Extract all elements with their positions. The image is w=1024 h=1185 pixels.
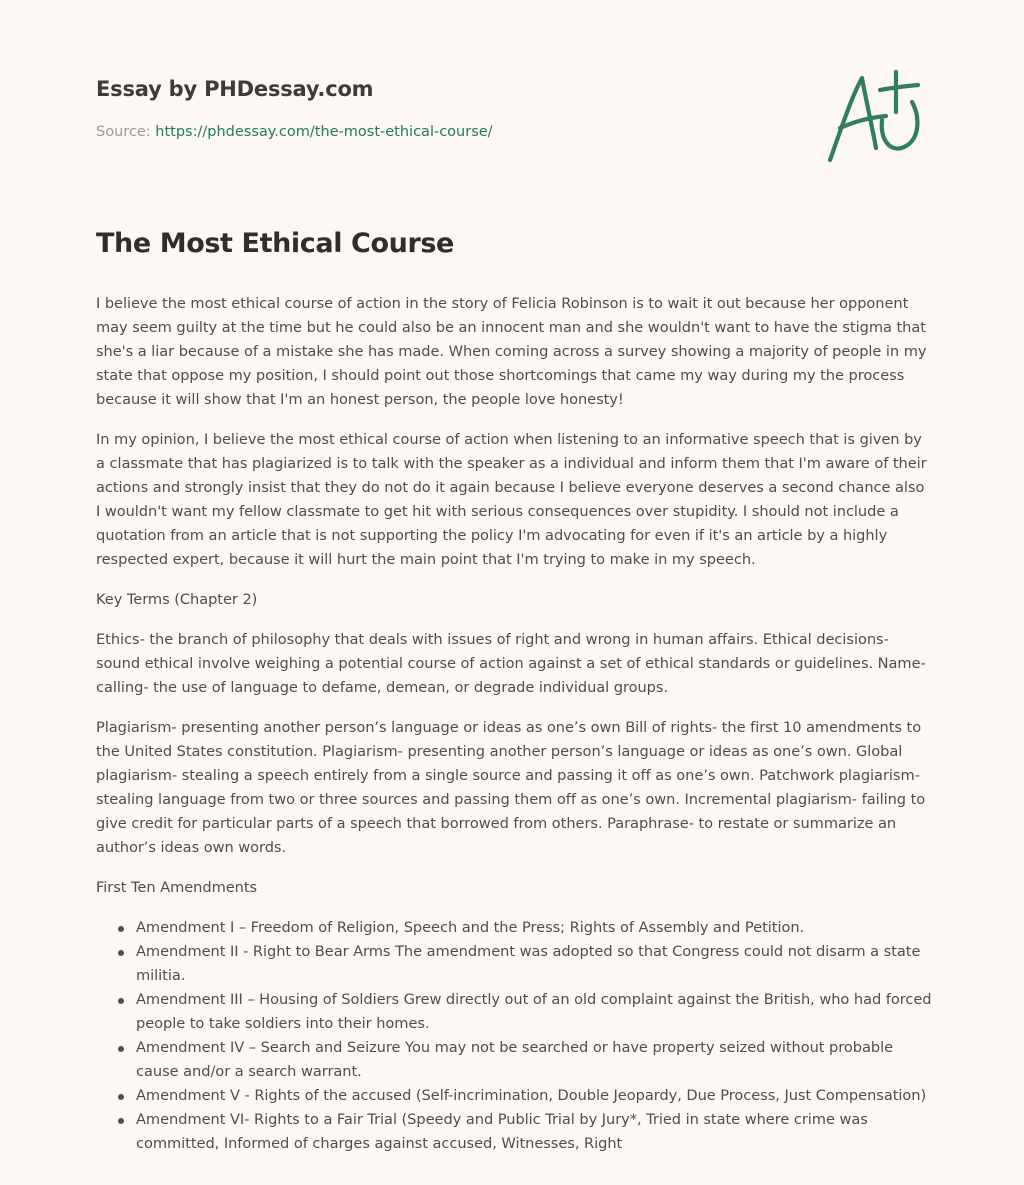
list-item	[136, 1036, 932, 1084]
list-item	[136, 988, 932, 1036]
list-item-text: Amendment I – Freedom of Religion, Speech and the Press; Rights of Assembly and Petition.	[136, 919, 805, 936]
essay-paragraph: Plagiarism- presenting another person’s language or ideas as one’s own Bill of rights- the first 10 amendments to the United States constitution. Plagiarism- presenting another person’s language or ideas as one’s own. Global plagiarism- stealing a speech entirely from a single source and passing it off as one’s own. Patchwork plagiarism- stealing language from two or three sources and passing them off as one’s own. Incremental plagiarism- failing to give credit for particular parts of a speech that borrowed from others. Paraphrase- to restate or summarize an author’s ideas own words.	[96, 719, 926, 856]
source-link[interactable]: https://phdessay.com/the-most-ethical-course/	[155, 124, 493, 140]
bullet-icon	[118, 926, 124, 932]
amendments-heading: First Ten Amendments	[96, 879, 258, 896]
essay-content	[96, 226, 932, 1156]
bullet-icon	[118, 1046, 124, 1052]
list-item-text: Amendment VI- Rights to a Fair Trial (Speedy and Public Trial by Jury*, Tried in state where crime was committed, Informed of charges against accused, Witnesses, Right	[136, 1111, 868, 1152]
bullet-icon	[118, 1118, 124, 1124]
list-item	[136, 940, 932, 988]
essay-paragraph: Ethics- the branch of philosophy that deals with issues of right and wrong in human affairs. Ethical decisions- sound ethical involve weighing a potential course of action against a set of ethical standards or guidelines. Name-calling- the use of language to defame, demean, or degrade individual groups.	[96, 631, 926, 696]
list-item	[136, 1084, 932, 1108]
essay-paragraph: I believe the most ethical course of action in the story of Felicia Robinson is to wait it out because her opponent may seem guilty at the time but he could also be an innocent man and she wouldn't want to have the stigma that she's a liar because of a mistake she has made. When coming across a survey showing a majority of people in my state that oppose my position, I should point out those shortcomings that came my way during my the process because it will show that I'm an honest person, the people love honesty!	[96, 295, 927, 408]
essay-paragraph: In my opinion, I believe the most ethical course of action when listening to an informative speech that is given by a classmate that has plagiarized is to talk with the speaker as a individual and inform them that I'm aware of their actions and strongly insist that they do not do it again because I believe everyone deserves a second chance also I wouldn't want my fellow classmate to get hit with serious consequences over stupidity. I should not include a quotation from an article that is not supporting the policy I'm advocating for even if it's an article by a highly respected expert, because it will hurt the main point that I'm trying to make in my speech.	[96, 431, 927, 568]
list-item	[136, 916, 932, 940]
a-plus-grade-icon	[820, 66, 930, 166]
list-item-text: Amendment V - Rights of the accused (Self-incrimination, Double Jeopardy, Due Process, Just Compensation)	[136, 1087, 927, 1104]
source-label: Source:	[96, 124, 156, 140]
page-header	[96, 74, 796, 142]
bullet-icon	[118, 998, 124, 1004]
bullet-icon	[118, 950, 124, 956]
essay-title: The Most Ethical Course	[96, 228, 454, 259]
amendments-list	[96, 916, 932, 1156]
list-item-text: Amendment II - Right to Bear Arms The amendment was adopted so that Congress could not disarm a state militia.	[136, 943, 921, 984]
list-item	[136, 1108, 932, 1156]
list-item-text: Amendment III – Housing of Soldiers Grew directly out of an old complaint against the British, who had forced people to take soldiers into their homes.	[136, 991, 932, 1032]
site-brand[interactable]: Essay by PHDessay.com	[96, 77, 374, 101]
key-terms-heading: Key Terms (Chapter 2)	[96, 591, 258, 608]
bullet-icon	[118, 1094, 124, 1100]
list-item-text: Amendment IV – Search and Seizure You may not be searched or have property seized without probable cause and/or a search warrant.	[136, 1039, 894, 1080]
source-line	[96, 122, 796, 142]
